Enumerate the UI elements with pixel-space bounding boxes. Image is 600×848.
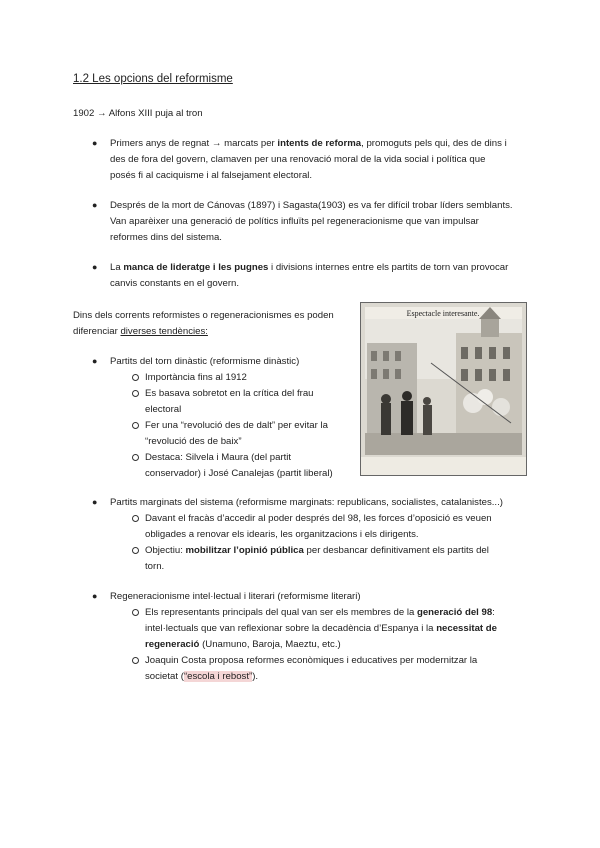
bullet-1-line-3: posés fi al caciquisme i al falsejament electoral. (110, 170, 313, 181)
sub-bullet-circle (132, 422, 139, 429)
tendency-3-item-1c: regeneració (Unamuno, Baroja, Maeztu, etc.) (145, 639, 341, 650)
sub-bullet-circle (132, 454, 139, 461)
bullet-1-line-1: Primers anys de regnat → marcats per intents de reforma, promoguts pels qui, des de dins i (110, 138, 507, 149)
tendency-3-heading: Regeneracionisme intel·lectual i literari (reformisme literari) (110, 591, 361, 602)
highlighted-phrase: “escola i rebost” (183, 671, 253, 682)
tendency-1-item-1: Importància fins al 1912 (145, 372, 247, 383)
bullet-dot: ● (92, 497, 98, 507)
bullet-2-line-3: reformes dins del sistema. (110, 232, 222, 243)
bullet-2-line-1: Després de la mort de Cánovas (1897) i Sagasta(1903) es va fer difícil trobar líders semblants. (110, 200, 513, 211)
bullet-3-line-1: La manca de lideratge i les pugnes i divisions internes entre els partits de torn van provocar (110, 262, 509, 273)
tendency-2-item-2b: torn. (145, 561, 165, 572)
tendency-2-item-1a: Davant el fracàs d’accedir al poder després del 98, les forces d’oposició es veuen (145, 513, 492, 524)
bullet-dot: ● (92, 262, 98, 272)
intro-line: 1902 → Alfons XIII puja al tron (73, 108, 203, 119)
bullet-dot: ● (92, 200, 98, 210)
sub-bullet-circle (132, 547, 139, 554)
tendency-2-heading: Partits marginats del sistema (reformisme marginats: republicans, socialistes, catalanistes...) (110, 497, 503, 508)
bullet-dot: ● (92, 356, 98, 366)
currents-line-1: Dins dels corrents reformistes o regeneracionismes es poden (73, 310, 334, 321)
tendency-1-item-4a: Destaca: Silvela i Maura (del partit (145, 452, 292, 463)
tendency-1-item-3a: Fer una “revolució des de dalt” per evitar la (145, 420, 328, 431)
currents-line-2: diferenciar diverses tendències: (73, 326, 208, 337)
tendency-3-item-1b: intel·lectuals que van reflexionar sobre la decadència d’Espanya i la necessitat de (145, 623, 497, 634)
tendency-3-item-2a: Joaquin Costa proposa reformes econòmiques i educatives per modernitzar la (145, 655, 478, 666)
sub-bullet-circle (132, 657, 139, 664)
bullet-1-line-2: des de fora del govern, clamaven per una renovació moral de la vida social i política que (110, 154, 486, 165)
sub-bullet-circle (132, 609, 139, 616)
tendency-3-item-2b: societat (“escola i rebost”). (145, 671, 259, 682)
sub-bullet-circle (132, 390, 139, 397)
tendency-1-item-3b: “revolució des de baix” (145, 436, 242, 447)
tendency-2-item-2a: Objectiu: mobilitzar l’opinió pública per desbancar definitivament els partits del (145, 545, 489, 556)
tendency-2-item-1b: obligades a renovar els idearis, les organitzacions i els dirigents. (145, 529, 419, 540)
bullet-dot: ● (92, 138, 98, 148)
tendency-1-item-4b: conservador) i José Canalejas (partit liberal) (145, 468, 333, 479)
cartoon-caption-area (361, 457, 526, 475)
tendency-1-item-2a: Es basava sobretot en la crítica del frau (145, 388, 314, 399)
bullet-dot: ● (92, 591, 98, 601)
bullet-3-line-2: canvis constants en el govern. (110, 278, 240, 289)
sub-bullet-circle (132, 374, 139, 381)
historical-cartoon-image (360, 302, 527, 476)
bullet-2-line-2: Van aparèixer una generació de polítics influïts pel regeneracionisme que van impulsar (110, 216, 479, 227)
cartoon-drawing (361, 303, 526, 475)
tendency-3-item-1a: Els representants principals del qual van ser els membres de la generació del 98: (145, 607, 495, 618)
section-title: 1.2 Les opcions del reformisme (73, 73, 233, 85)
tendency-1-item-2b: electoral (145, 404, 182, 415)
cartoon-title: Espectacle interesante. (406, 309, 480, 318)
sub-bullet-circle (132, 515, 139, 522)
tendency-1-heading: Partits del torn dinàstic (reformisme dinàstic) (110, 356, 300, 367)
